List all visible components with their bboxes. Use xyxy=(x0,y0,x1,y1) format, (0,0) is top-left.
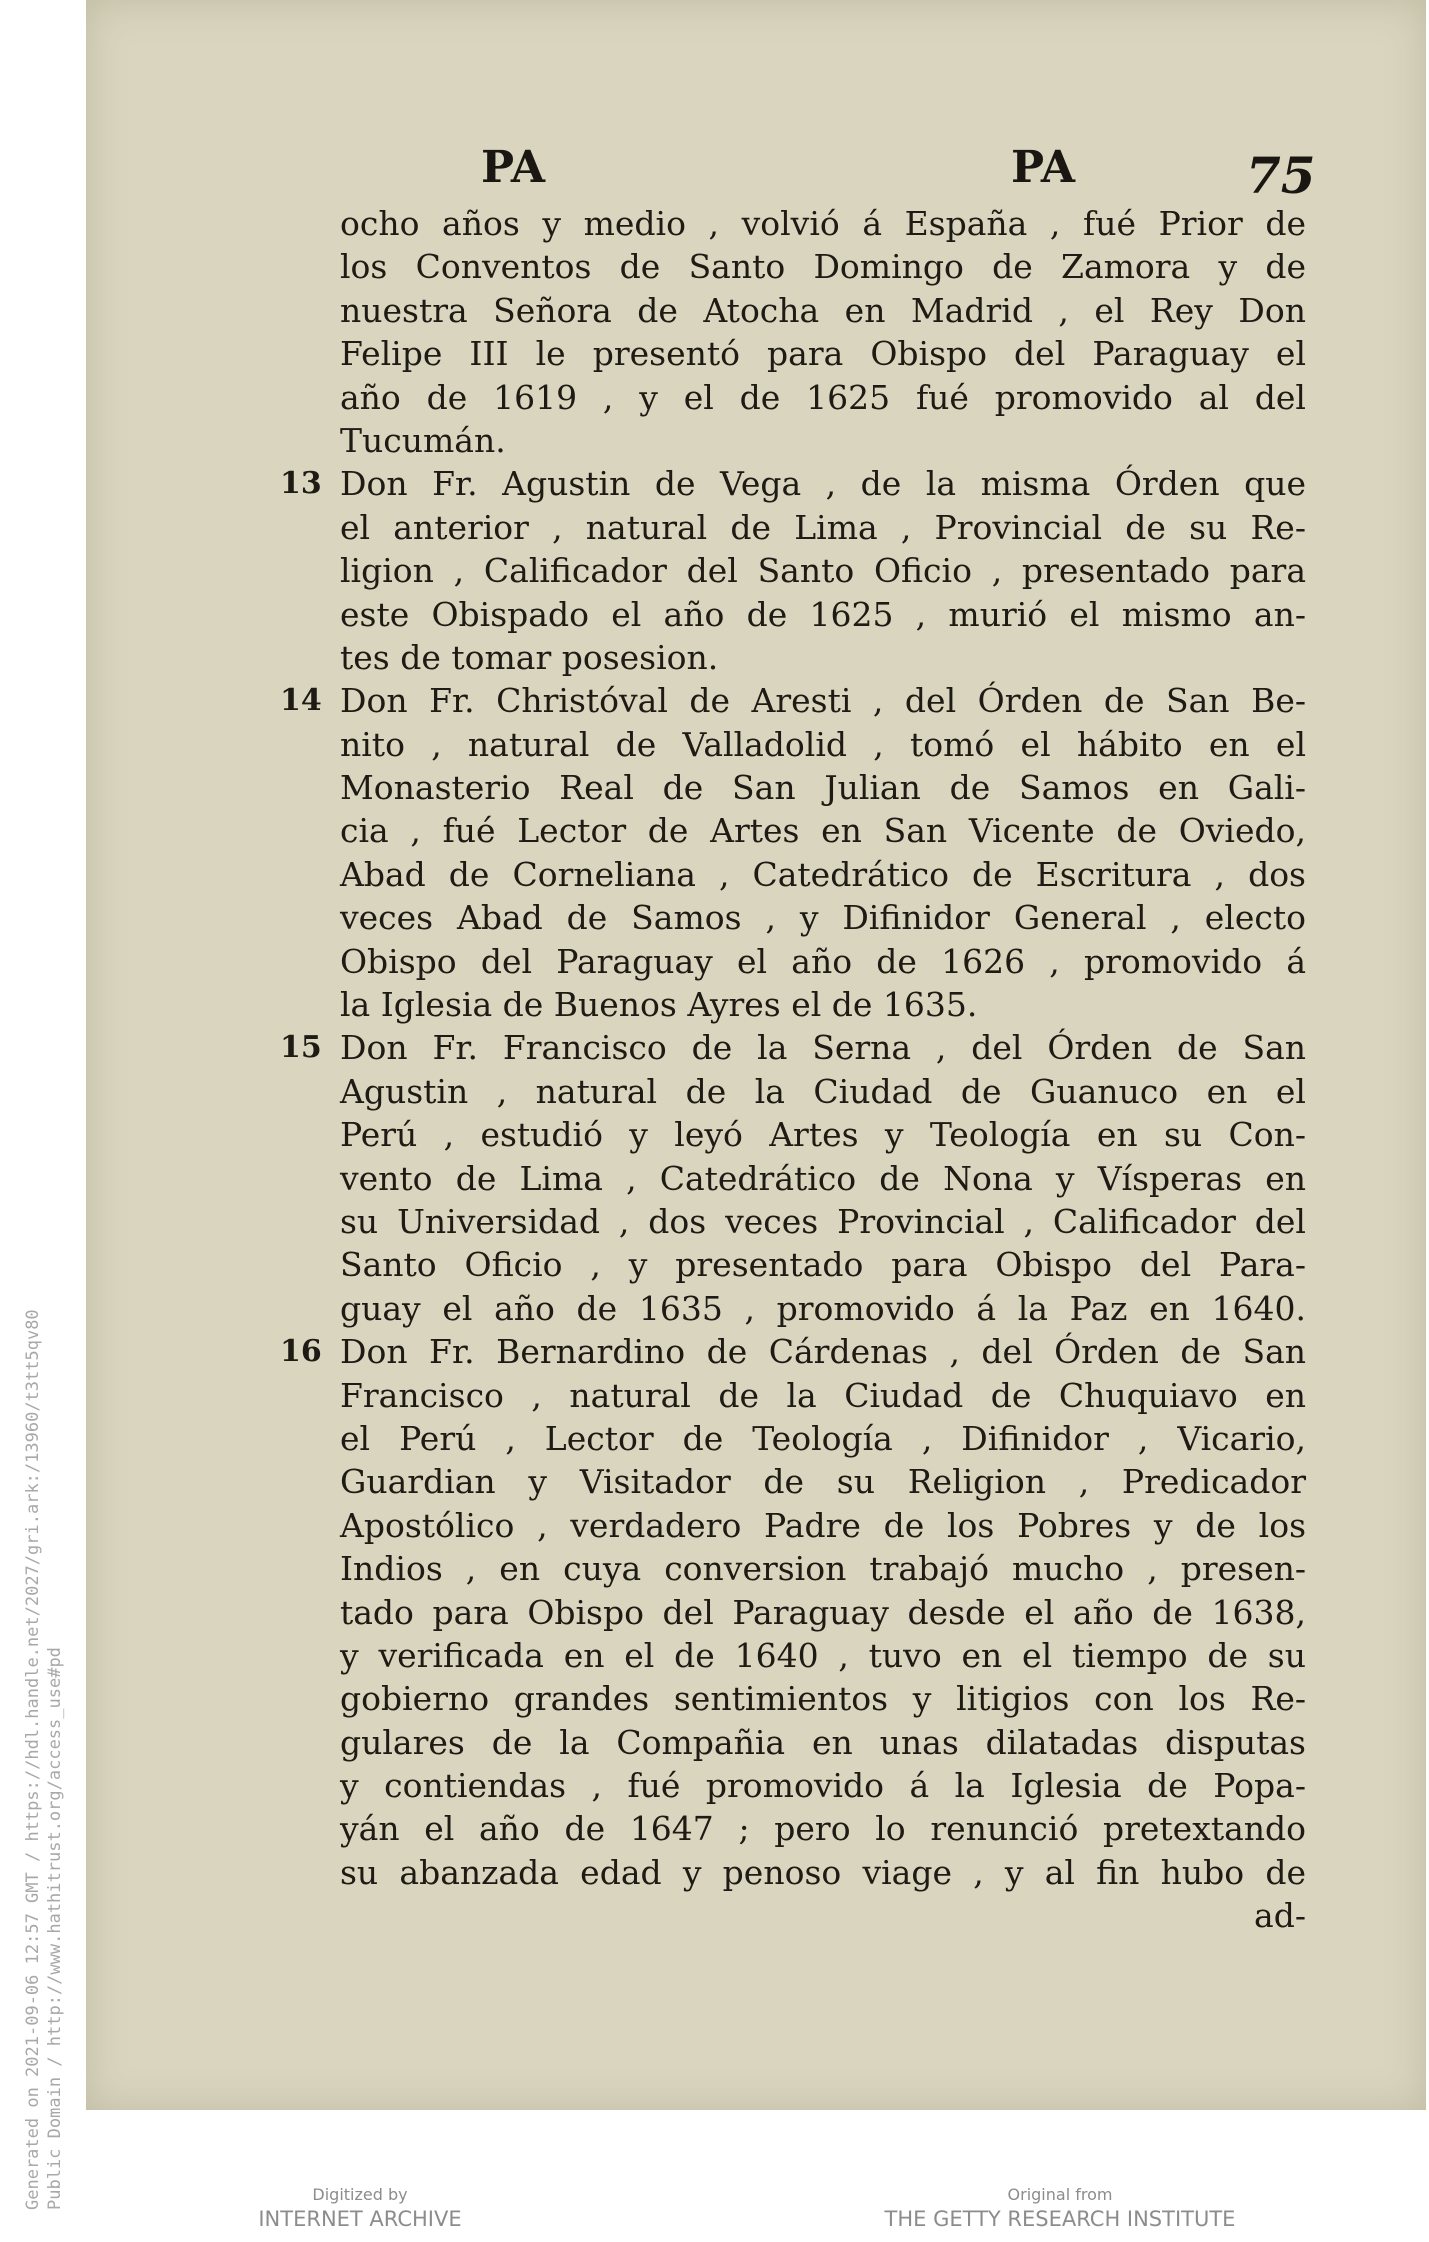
text-line xyxy=(250,1287,1306,1330)
line-text: la Iglesia de Buenos Ayres el de 1635. xyxy=(340,985,978,1025)
entry-number: 16 xyxy=(280,1334,322,1370)
text-line xyxy=(250,593,1306,636)
text-line xyxy=(250,1026,1306,1069)
running-header xyxy=(86,142,1426,205)
line-text: los Conventos de Santo Domingo de Zamora y de xyxy=(340,247,1306,287)
text-line xyxy=(250,896,1306,939)
line-text: Apostólico , verdadero Padre de los Pobres y de los xyxy=(340,1505,1306,1545)
text-line xyxy=(250,202,1306,245)
text-line xyxy=(250,1200,1306,1243)
line-text: Perú , estudió y leyó Artes y Teología en su Con- xyxy=(340,1115,1306,1155)
text-line xyxy=(250,1417,1306,1460)
line-text: año de 1619 , y el de 1625 fué promovido al del xyxy=(340,377,1306,417)
line-text: cia , fué Lector de Artes en San Vicente de Oviedo, xyxy=(340,811,1306,851)
text-line xyxy=(250,376,1306,419)
text-line xyxy=(250,419,1306,462)
text-line xyxy=(250,1547,1306,1590)
line-text: este Obispado el año de 1625 , murió el mismo an- xyxy=(340,594,1306,634)
text-line xyxy=(250,636,1306,679)
line-text: ad- xyxy=(1254,1896,1306,1936)
text-line xyxy=(250,1330,1306,1373)
line-text: su abanzada edad y penoso viage , y al fin hubo de xyxy=(340,1852,1306,1892)
line-text: gulares de la Compañia en unas dilatadas disputas xyxy=(340,1722,1306,1762)
line-text: su Universidad , dos veces Provincial , Calificador del xyxy=(340,1201,1306,1241)
line-text: Indios , en cuya conversion trabajó mucho , presen- xyxy=(340,1549,1306,1589)
text-line xyxy=(250,1113,1306,1156)
text-line xyxy=(250,289,1306,332)
text-line xyxy=(250,1374,1306,1417)
header-left: PA xyxy=(481,142,546,193)
text-line xyxy=(250,1721,1306,1764)
text-line xyxy=(250,332,1306,375)
stamp-line-2: Public Domain / http://www.hathitrust.org/access_use#pd xyxy=(45,1647,65,2210)
text-line xyxy=(250,1894,1306,1937)
line-text: y contiendas , fué promovido á la Iglesia de Popa- xyxy=(340,1766,1306,1806)
line-text: Monasterio Real de San Julian de Samos en Gali- xyxy=(340,768,1306,808)
line-text: ligion , Calificador del Santo Oficio , presentado para xyxy=(340,551,1306,591)
text-line xyxy=(250,1591,1306,1634)
text-line xyxy=(250,766,1306,809)
text-line xyxy=(250,1243,1306,1286)
line-text: tes de tomar posesion. xyxy=(340,637,719,677)
entry-number: 14 xyxy=(280,683,322,719)
line-text: Don Fr. Francisco de la Serna , del Órden de San xyxy=(340,1028,1306,1068)
text-line xyxy=(250,1460,1306,1503)
generation-stamp xyxy=(22,1309,66,2210)
getty-label: THE GETTY RESEARCH INSTITUTE xyxy=(884,2207,1236,2231)
text-line xyxy=(250,853,1306,896)
text-line xyxy=(250,1070,1306,1113)
footer-left xyxy=(200,2185,520,2233)
text-line xyxy=(250,1634,1306,1677)
line-text: Santo Oficio , y presentado para Obispo del Para- xyxy=(340,1245,1306,1285)
line-text: el anterior , natural de Lima , Provincial de su Re- xyxy=(340,507,1306,547)
text-line xyxy=(250,723,1306,766)
line-text: vento de Lima , Catedrático de Nona y Vísperas en xyxy=(340,1158,1306,1198)
line-text: Francisco , natural de la Ciudad de Chuquiavo en xyxy=(340,1375,1306,1415)
entry-number: 13 xyxy=(280,466,322,502)
digitized-by-label: Digitized by xyxy=(312,2185,408,2204)
header-right: PA xyxy=(1011,142,1076,193)
line-text: ocho años y medio , volvió á España , fué Prior de xyxy=(340,204,1306,243)
body-text xyxy=(250,202,1306,1938)
line-text: yán el año de 1647 ; pero lo renunció pretextando xyxy=(340,1809,1306,1849)
footer-right xyxy=(860,2185,1260,2233)
line-text: Agustin , natural de la Ciudad de Guanuco en el xyxy=(340,1071,1306,1111)
text-line xyxy=(250,1851,1306,1894)
text-line xyxy=(250,1764,1306,1807)
stamp-line-1: Generated on 2021-09-06 12:57 GMT / https://hdl.handle.net/2027/gri.ark:/13960/t3tt5qv80 xyxy=(23,1309,43,2210)
footer xyxy=(0,2185,1429,2242)
scanned-page xyxy=(86,0,1426,2110)
text-line xyxy=(250,549,1306,592)
text-line xyxy=(250,245,1306,288)
text-line xyxy=(250,679,1306,722)
line-text: el Perú , Lector de Teología , Difinidor , Vicario, xyxy=(340,1418,1306,1458)
page-number: 75 xyxy=(1246,146,1316,205)
text-line xyxy=(250,809,1306,852)
internet-archive-label: INTERNET ARCHIVE xyxy=(258,2207,462,2231)
line-text: Tucumán. xyxy=(340,420,506,460)
line-text: Abad de Corneliana , Catedrático de Escritura , dos xyxy=(340,854,1306,894)
line-text: nito , natural de Valladolid , tomó el hábito en el xyxy=(340,724,1306,764)
line-text: y verificada en el de 1640 , tuvo en el tiempo de su xyxy=(340,1635,1306,1675)
line-text: nuestra Señora de Atocha en Madrid , el Rey Don xyxy=(340,290,1306,330)
text-line xyxy=(250,1677,1306,1720)
text-line xyxy=(250,940,1306,983)
line-text: gobierno grandes sentimientos y litigios con los Re- xyxy=(340,1679,1306,1719)
line-text: Obispo del Paraguay el año de 1626 , promovido á xyxy=(340,941,1306,981)
text-line xyxy=(250,983,1306,1026)
line-text: guay el año de 1635 , promovido á la Paz en 1640. xyxy=(340,1288,1306,1328)
line-text: Felipe III le presentó para Obispo del Paraguay el xyxy=(340,334,1306,374)
line-text: veces Abad de Samos , y Difinidor General , electo xyxy=(340,898,1306,938)
text-line xyxy=(250,1157,1306,1200)
line-text: Don Fr. Bernardino de Cárdenas , del Órden de San xyxy=(340,1332,1306,1372)
line-text: Guardian y Visitador de su Religion , Predicador xyxy=(340,1462,1306,1502)
text-line xyxy=(250,1807,1306,1850)
line-text: Don Fr. Christóval de Aresti , del Órden de San Be- xyxy=(340,681,1306,721)
line-text: tado para Obispo del Paraguay desde el año de 1638, xyxy=(340,1592,1306,1632)
line-text: Don Fr. Agustin de Vega , de la misma Órden que xyxy=(340,464,1306,504)
text-line xyxy=(250,506,1306,549)
entry-number: 15 xyxy=(280,1030,322,1066)
text-line xyxy=(250,462,1306,505)
original-from-label: Original from xyxy=(1007,2185,1113,2204)
text-line xyxy=(250,1504,1306,1547)
